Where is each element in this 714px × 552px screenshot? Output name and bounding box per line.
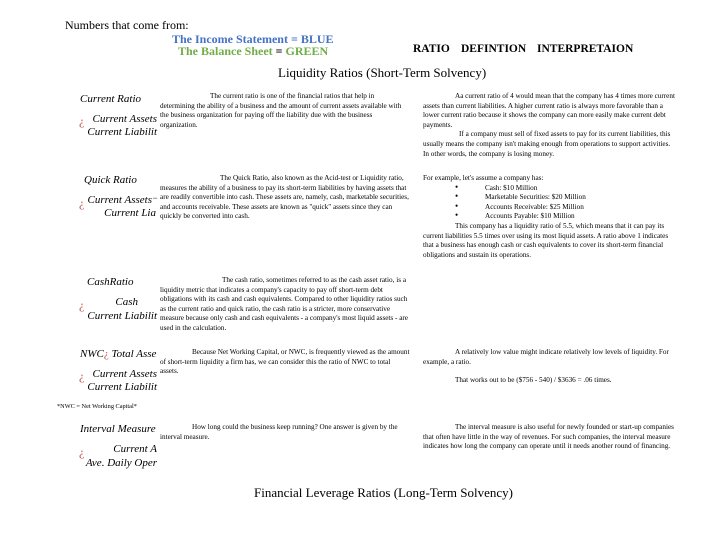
current-ratio-name: Current Ratio [80, 93, 142, 105]
nwc-ratio-interp-1: A relatively low value might indicate relatively low levels of liquidity. For example, a ratio. [423, 348, 669, 366]
nwc-ratio-definition [160, 348, 410, 377]
interval-measure-definition-text: How long could the business keep running? One answer is given by the interval measure. [160, 423, 398, 441]
leverage-section-title: Financial Leverage Ratios (Long-Term Solvency) [254, 485, 514, 500]
interval-measure-symbol: ¿ [79, 445, 85, 459]
nwc-ratio-name [80, 348, 156, 360]
income-equals: = [290, 32, 298, 46]
nwc-ratio-name-text: NWC [80, 348, 104, 360]
list-item: • Accounts Payable: $10 Million [423, 212, 675, 222]
quick-ratio-interpretation [423, 174, 675, 260]
legend-title: Numbers that come from: [65, 18, 189, 32]
nwc-footnote: *NWC = Net Working Capital* [57, 403, 137, 410]
cash-ratio-name: CashRatio [87, 276, 134, 288]
header-ratio: RATIO [413, 43, 450, 55]
quick-ratio-definition [160, 174, 410, 222]
nwc-ratio-symbol: ¿ [79, 369, 85, 383]
cash-ratio-definition [160, 276, 410, 334]
current-ratio-interpretation [423, 92, 675, 159]
income-color-word: BLUE [300, 32, 334, 46]
quick-ratio-definition-text: The Quick Ratio, also known as the Acid-test or Liquidity ratio, measures the ability of a business to pay its short-term liabilities by having assets that are readily convertible into cash. These assets are, namely, cash, marketable securities, and accounts receivable. These assets are known as "quick" assets since they can quickly be converted into cash. [160, 174, 409, 221]
list-item: • Cash: $10 Million [423, 184, 675, 194]
cash-ratio-symbol: ¿ [79, 298, 85, 312]
balance-color-word: GREEN [285, 44, 329, 58]
current-ratio-definition-text: The current ratio is one of the financial ratios that help in determining the ability of a business and the amount of current assets available with the business organization for paying off the liability due with the business organization. [160, 92, 402, 129]
nwc-ratio-interp-2: That works out to be ($756 - 540) / $3636 = .06 times. [455, 376, 612, 385]
list-item: • Accounts Receivable: $25 Million [423, 203, 675, 213]
nwc-ratio-denominator: Current Liabilit [87, 381, 157, 393]
interval-measure-interpretation [423, 423, 675, 452]
current-ratio-denominator: Current Liabilit [87, 126, 157, 138]
quick-ratio-minus: − [152, 193, 159, 203]
nwc-ratio-definition-text: Because Net Working Capital, or NWC, is frequently viewed as the amount of short-term liquidity a firm has, we can consider this the ratio of NWC to total assets. [160, 348, 410, 376]
interval-measure-name: Interval Measure [80, 423, 156, 435]
current-ratio-interp-1: Aa current ratio of 4 would mean that the company has 4 times more current assets than current liabilities. A higher current ratio is always more favorable than a lower current ratio because it shows the company can more easily make current debt payments. [423, 92, 675, 129]
quick-ratio-name: Quick Ratio [84, 174, 137, 186]
current-ratio-numerator: Current Assets [92, 113, 157, 125]
income-statement-label: The Income Statement [172, 32, 288, 46]
list-item: • Marketable Securities: $20 Million [423, 193, 675, 203]
nwc-ratio-interpretation [423, 348, 675, 386]
interval-measure-definition [160, 423, 410, 442]
interval-measure-numerator: Current A [113, 443, 157, 455]
cash-ratio-numerator: Cash [115, 296, 138, 308]
liquidity-section-title: Liquidity Ratios (Short-Term Solvency) [278, 65, 487, 80]
quick-ratio-bullet-list [423, 184, 675, 222]
quick-ratio-numerator: Current Assets [87, 194, 152, 206]
current-ratio-interp-2: If a company must sell of fixed assets to pay for its current liabilities, this usually means the company isn't making enough from operations to support activities. In other words, the company is losing money. [423, 130, 671, 158]
header-definition: DEFINTION [461, 43, 527, 55]
balance-equals: = [275, 44, 283, 58]
nwc-ratio-numerator: Current Assets [92, 368, 157, 380]
nwc-ratio-name-tail: Total Asse [111, 348, 157, 360]
quick-ratio-interp-intro: For example, let's assume a company has: [423, 174, 544, 182]
legend-balance-sheet [178, 44, 328, 59]
quick-ratio-symbol: ¿ [79, 196, 85, 210]
cash-ratio-definition-text: The cash ratio, sometimes referred to as the cash asset ratio, is a liquidity metric that indicates a company's capacity to pay off short-term debt obligations with its cash and cash equivalents. Compared to other liquidity ratios such as the current ratio and quick ratio, the cash ratio is a stricter, more conservative measure because only cash and cash equivalents - a company's most liquid assets - are used in the calculation. [160, 276, 408, 332]
header-interpretation: INTERPRETAION [537, 43, 634, 55]
quick-ratio-denominator: Current Lia [104, 207, 156, 219]
interval-measure-interp-1: The interval measure is also useful for newly founded or start-up companies that often have little in the way of revenues. For such companies, the interval measure indicates how long the company can operate until it needs another round of financing. [423, 423, 674, 451]
nwc-ratio-name-symbol: ¿ [103, 348, 109, 360]
cash-ratio-denominator: Current Liabilit [87, 310, 157, 322]
interval-measure-denominator: Ave. Daily Oper [85, 457, 157, 469]
current-ratio-symbol: ¿ [79, 114, 85, 128]
balance-sheet-label: The Balance Sheet [178, 44, 273, 58]
current-ratio-definition [160, 92, 410, 130]
quick-ratio-interp-2: This company has a liquidity ratio of 5.5, which means that it can pay its current liabilities 5.5 times over using its most liquid assets. A ratio above 1 indicates that a business has enough cash or cash equivalents to cover its short-term financial obligations and sustain its operations. [423, 221, 669, 259]
